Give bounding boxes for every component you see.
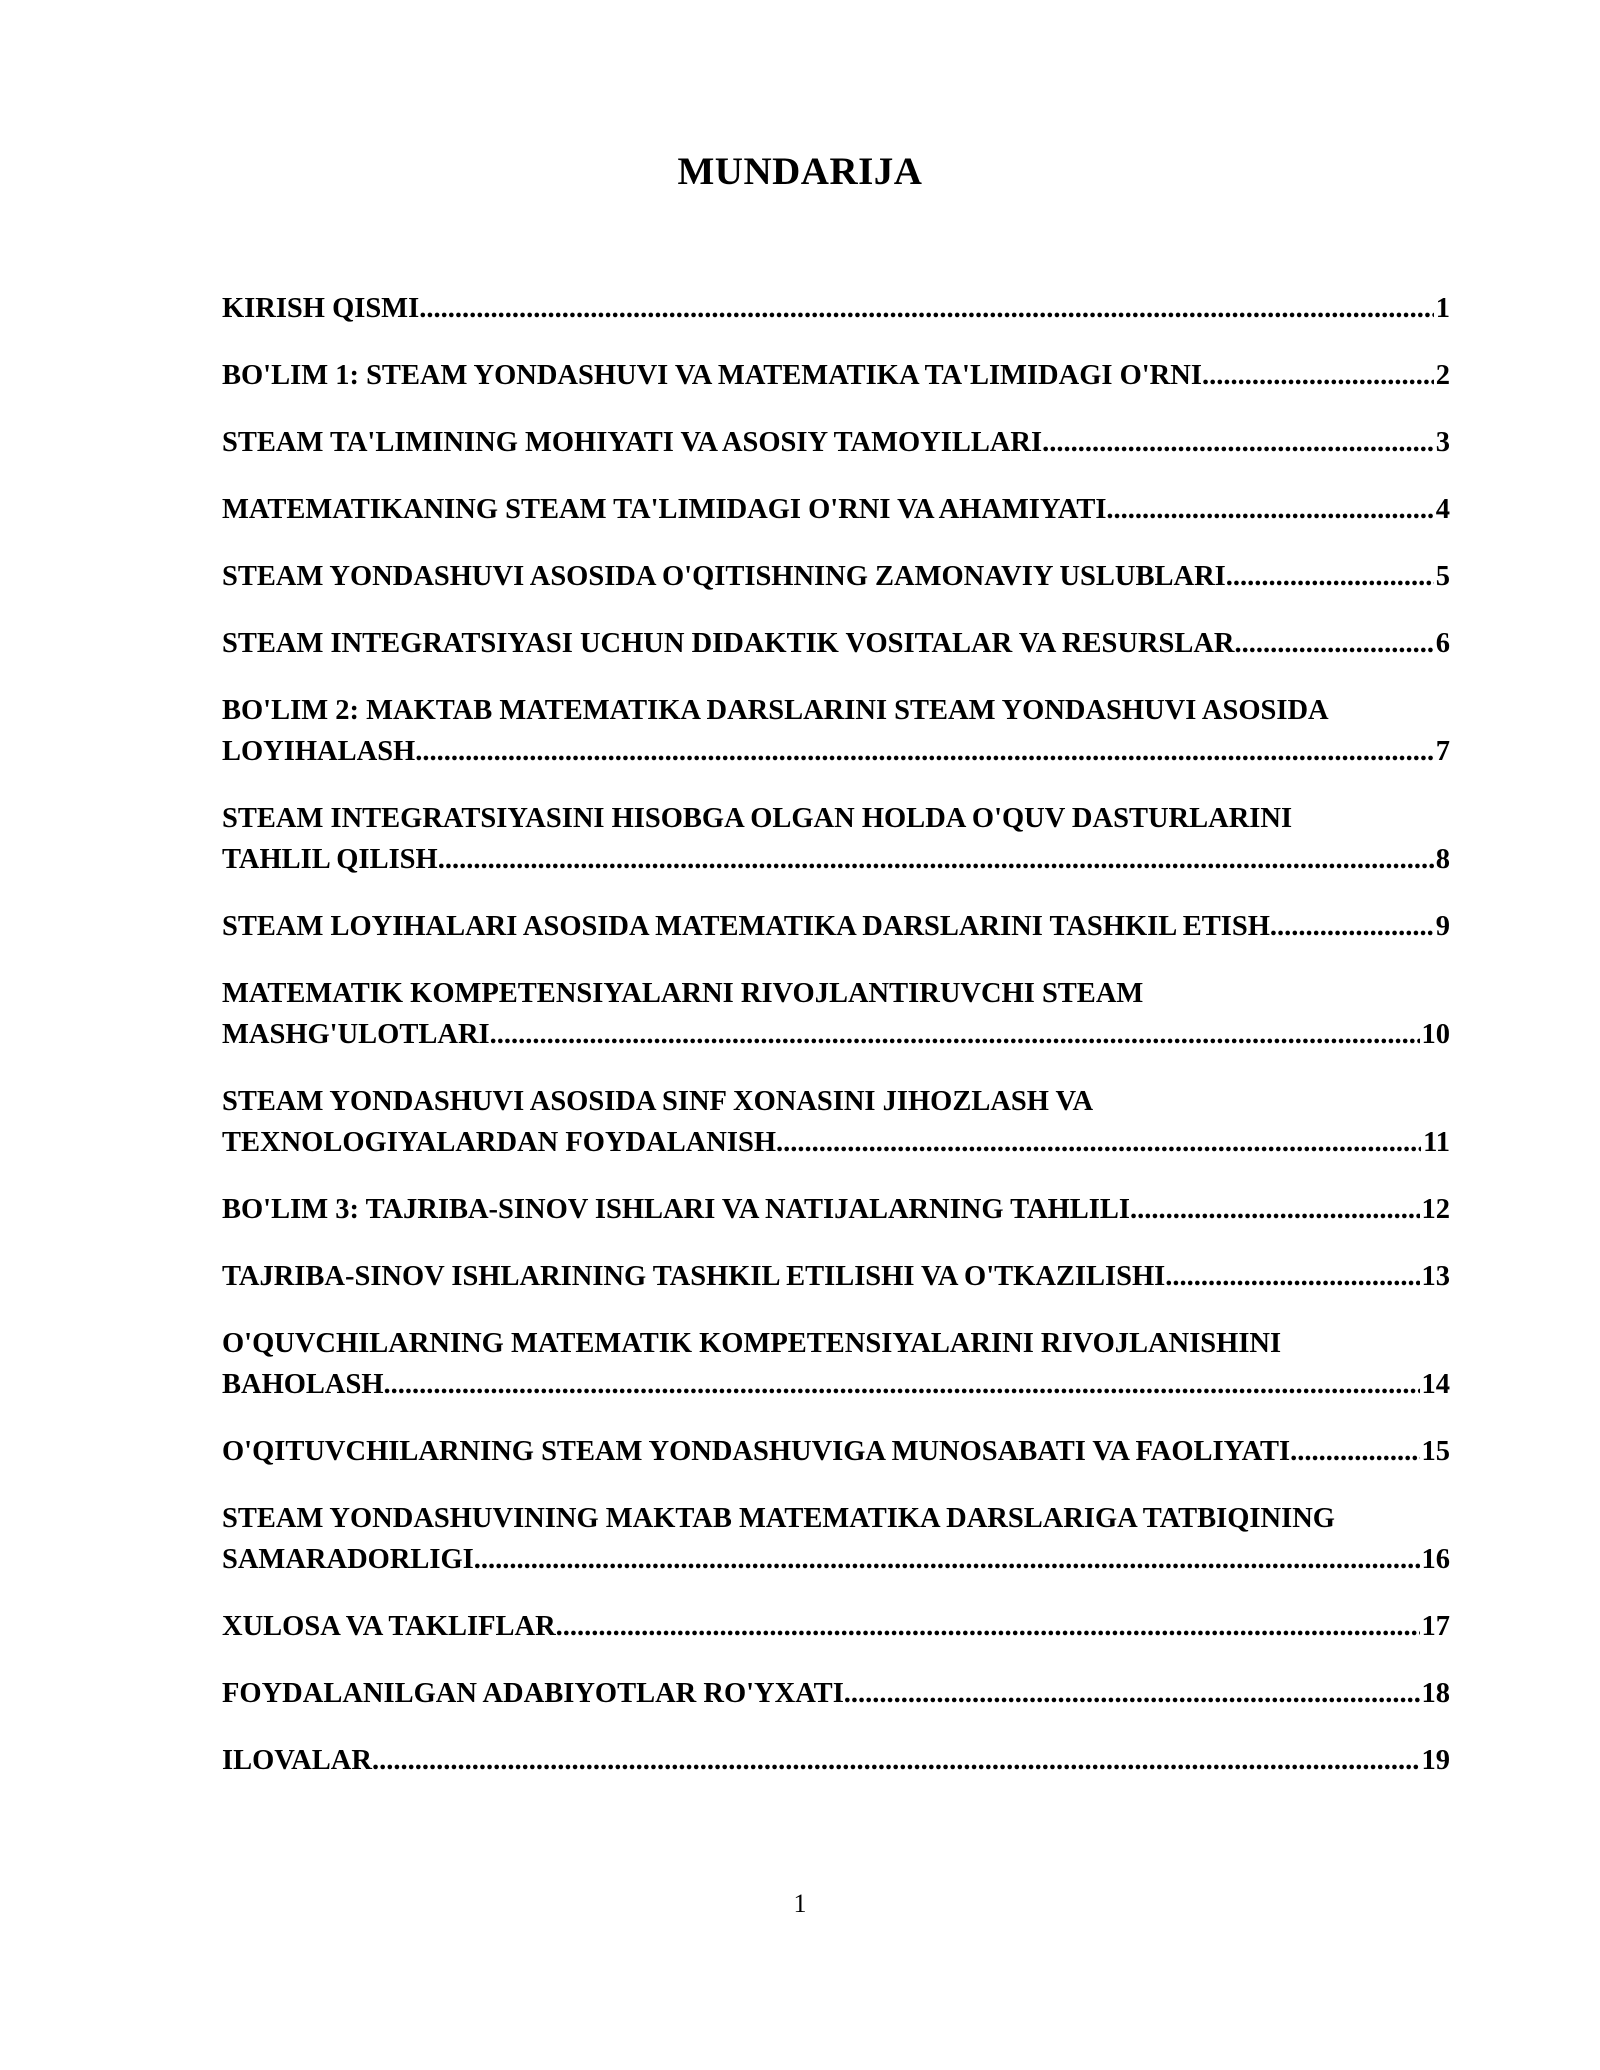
toc-leader-dots (1226, 556, 1434, 597)
toc-entry-text: STEAM TA'LIMINING MOHIYATI VA ASOSIY TAMOYILLARI (222, 427, 1043, 458)
toc-entry-text: O'QITUVCHILARNING STEAM YONDASHUVIGA MUNOSABATI VA FAOLIYATI (222, 1436, 1291, 1467)
toc-page-number: 7 (1435, 736, 1450, 767)
document-title: MUNDARIJA (677, 150, 923, 193)
toc-page-number: 14 (1421, 1369, 1450, 1400)
toc-page-number: 6 (1435, 628, 1450, 659)
toc-entry-text-line1: O'QUVCHILARNING MATEMATIK KOMPETENSIYALARINI RIVOJLANISHINI (222, 1328, 1282, 1359)
toc-entry[interactable] (222, 690, 1450, 772)
page-number-footer: 1 (793, 1889, 807, 1918)
toc-entry[interactable] (222, 1081, 1450, 1163)
toc-entry-text: XULOSA VA TAKLIFLAR (222, 1611, 556, 1642)
toc-leader-dots (415, 731, 1434, 772)
toc-entry[interactable] (222, 422, 1450, 463)
toc-page-number: 15 (1421, 1436, 1450, 1467)
toc-leader-dots (1270, 906, 1434, 947)
toc-leader-dots (490, 1014, 1420, 1055)
toc-entry[interactable] (222, 1740, 1450, 1781)
toc-entry-text-line1: STEAM INTEGRATSIYASINI HISOBGA OLGAN HOLDA O'QUV DASTURLARINI (222, 803, 1293, 834)
toc-entry[interactable] (222, 355, 1450, 396)
toc-entry[interactable] (222, 1256, 1450, 1297)
toc-entry-text-line1: MATEMATIK KOMPETENSIYALARNI RIVOJLANTIRUVCHI STEAM (222, 978, 1144, 1009)
toc-entry[interactable] (222, 1498, 1450, 1580)
toc-leader-dots (1165, 1256, 1419, 1297)
toc-entry[interactable] (222, 798, 1450, 880)
toc-entry-text-line1: STEAM YONDASHUVINING MAKTAB MATEMATIKA DARSLARIGA TATBIQINING (222, 1503, 1335, 1534)
toc-entry-text: STEAM INTEGRATSIYASI UCHUN DIDAKTIK VOSITALAR VA RESURSLAR (222, 628, 1235, 659)
toc-entry-text-line1: STEAM YONDASHUVI ASOSIDA SINF XONASINI JIHOZLASH VA (222, 1086, 1094, 1117)
toc-leader-dots (776, 1122, 1421, 1163)
toc-entry-text: MASHG'ULOTLARI (222, 1019, 490, 1050)
toc-page-number: 19 (1421, 1745, 1450, 1776)
toc-entry[interactable] (222, 623, 1450, 664)
toc-leader-dots (438, 839, 1434, 880)
toc-entry-text: TAJRIBA-SINOV ISHLARINING TASHKIL ETILISHI VA O'TKAZILISHI (222, 1261, 1166, 1292)
toc-entry-text: MATEMATIKANING STEAM TA'LIMIDAGI O'RNI VA AHAMIYATI (222, 494, 1107, 525)
toc-entry[interactable] (222, 1673, 1450, 1714)
toc-entry-text: LOYIHALASH (222, 736, 416, 767)
toc-page-number: 8 (1435, 844, 1450, 875)
toc-leader-dots (474, 1539, 1420, 1580)
toc-page-number: 10 (1421, 1019, 1450, 1050)
toc-leader-dots (1106, 489, 1433, 530)
table-of-contents (222, 288, 1450, 1807)
toc-page-number: 16 (1421, 1544, 1450, 1575)
toc-entry-text: TAHLIL QILISH (222, 844, 438, 875)
toc-entry-text: TEXNOLOGIYALARDAN FOYDALANISH (222, 1127, 776, 1158)
toc-entry[interactable] (222, 973, 1450, 1055)
toc-page-number: 5 (1435, 561, 1450, 592)
toc-page-number: 9 (1435, 911, 1450, 942)
toc-leader-dots (844, 1673, 1420, 1714)
toc-entry[interactable] (222, 906, 1450, 947)
toc-leader-dots (1042, 422, 1434, 463)
toc-entry-text: BO'LIM 1: STEAM YONDASHUVI VA MATEMATIKA TA'LIMIDAGI O'RNI (222, 360, 1202, 391)
toc-leader-dots (1290, 1431, 1419, 1472)
toc-page-number: 3 (1435, 427, 1450, 458)
toc-page-number: 12 (1421, 1194, 1450, 1225)
toc-entry-text: SAMARADORLIGI (222, 1544, 474, 1575)
toc-leader-dots (419, 288, 1434, 329)
toc-entry-text: FOYDALANILGAN ADABIYOTLAR RO'YXATI (222, 1678, 844, 1709)
toc-page-number: 13 (1421, 1261, 1450, 1292)
toc-entry[interactable] (222, 1189, 1450, 1230)
toc-leader-dots (1235, 623, 1434, 664)
toc-entry-text-line1: BO'LIM 2: MAKTAB MATEMATIKA DARSLARINI STEAM YONDASHUVI ASOSIDA (222, 695, 1329, 726)
toc-entry[interactable] (222, 1431, 1450, 1472)
toc-leader-dots (384, 1364, 1420, 1405)
toc-entry[interactable] (222, 556, 1450, 597)
toc-entry-text: STEAM YONDASHUVI ASOSIDA O'QITISHNING ZAMONAVIY USLUBLARI (222, 561, 1226, 592)
toc-page-number: 17 (1421, 1611, 1450, 1642)
toc-leader-dots (556, 1606, 1420, 1647)
toc-entry[interactable] (222, 1323, 1450, 1405)
toc-entry-text: BAHOLASH (222, 1369, 384, 1400)
toc-entry[interactable] (222, 489, 1450, 530)
toc-leader-dots (1130, 1189, 1420, 1230)
toc-page-number: 11 (1423, 1127, 1450, 1158)
toc-page-number: 4 (1435, 494, 1450, 525)
toc-entry-text: BO'LIM 3: TAJRIBA-SINOV ISHLARI VA NATIJALARNING TAHLILI (222, 1194, 1130, 1225)
toc-page-number: 18 (1421, 1678, 1450, 1709)
toc-leader-dots (372, 1740, 1420, 1781)
toc-entry-text: ILOVALAR (222, 1745, 372, 1776)
toc-entry-text: STEAM LOYIHALARI ASOSIDA MATEMATIKA DARSLARINI TASHKIL ETISH (222, 911, 1270, 942)
toc-entry-text: KIRISH QISMI (222, 293, 420, 324)
toc-leader-dots (1202, 355, 1434, 396)
toc-entry[interactable] (222, 288, 1450, 329)
toc-entry[interactable] (222, 1606, 1450, 1647)
toc-page-number: 1 (1435, 293, 1450, 324)
toc-page-number: 2 (1435, 360, 1450, 391)
